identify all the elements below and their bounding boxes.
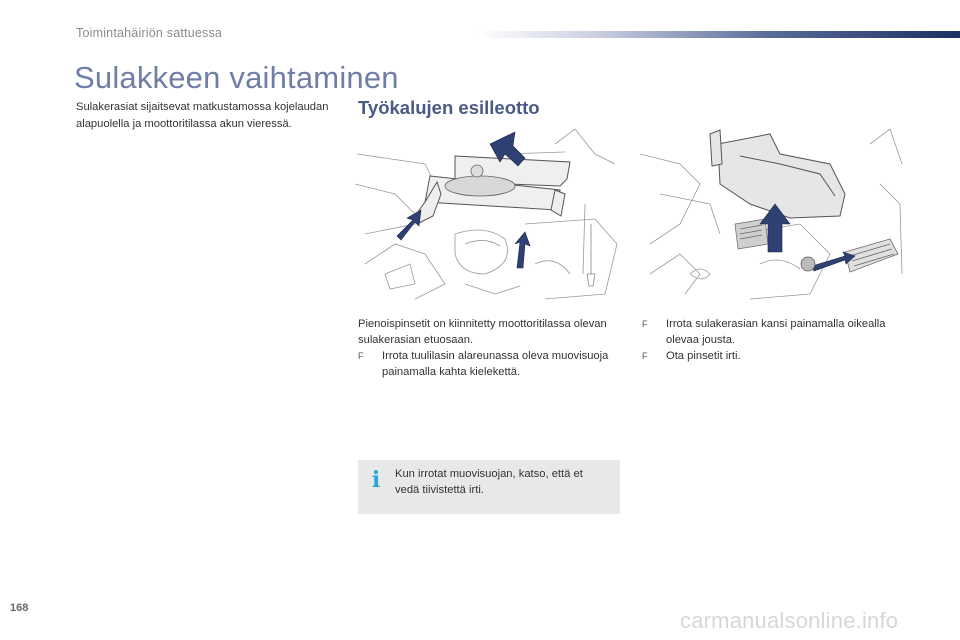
watermark: carmanualsonline.info [680,608,899,633]
figure-fusebox-lid [640,124,905,306]
page-title: Sulakkeen vaihtaminen [74,60,399,95]
column-right-text [642,316,904,364]
bullet-symbol: F [358,351,364,361]
bullet-text: Irrota sulakerasian kansi painamalla oikealla olevaa jousta. [666,318,886,346]
running-header: Toimintahäiriön sattuessa [76,26,223,40]
list-item [642,348,904,364]
list-item [642,316,904,348]
list-item [358,348,620,380]
lead-paragraph: Pienoispinsetit on kiinnitetty moottoritilassa olevan sulakerasian etuosaan. [358,318,607,346]
bullet-text: Irrota tuulilasin alareunassa oleva muovisuoja painamalla kahta kielekettä. [382,350,609,378]
info-text: Kun irrotat muovisuojan, katso, että et vedä tiivistettä irti. [395,468,583,496]
info-icon: i [371,467,381,493]
bullet-symbol: F [642,351,648,361]
header-gradient-bar [478,31,960,38]
column-left-text [358,316,620,380]
bullet-symbol: F [642,319,648,329]
bullet-text: Ota pinsetit irti. [666,350,741,362]
section-heading: Työkalujen esilleotto [358,97,540,118]
page-number: 168 [10,602,29,614]
intro-paragraph: Sulakerasiat sijaitsevat matkustamossa kojelaudan alapuolella ja moottoritilassa akun vieressä. [76,101,329,130]
figure-cover-removal [355,124,620,306]
info-box [358,460,620,514]
